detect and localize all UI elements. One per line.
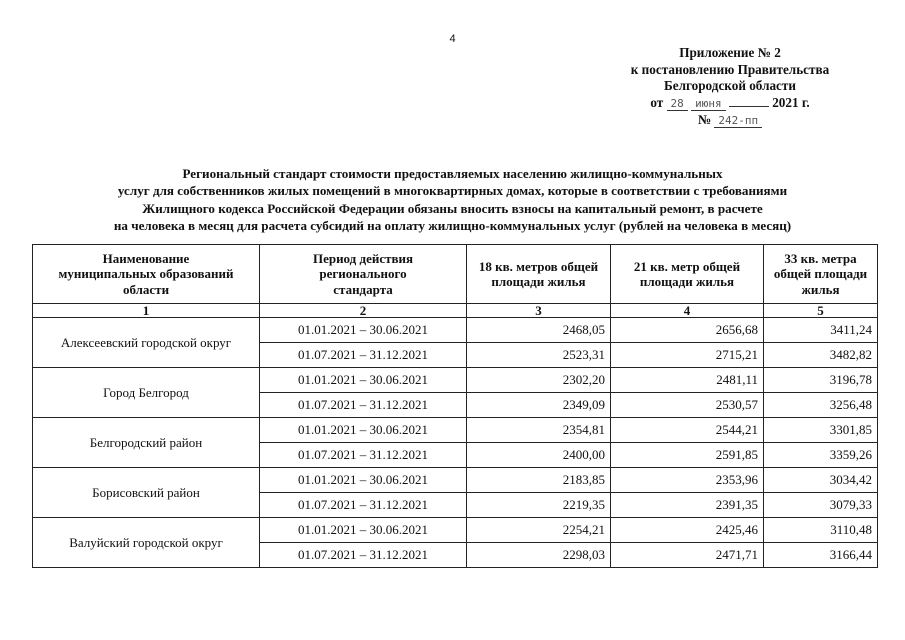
municipality-name: Белгородский район <box>33 418 260 468</box>
period-cell: 01.01.2021 – 30.06.2021 <box>260 518 467 543</box>
value-33-sqm: 3482,82 <box>764 343 878 368</box>
date-month: июня <box>691 97 726 111</box>
value-18-sqm: 2183,85 <box>467 468 611 493</box>
municipality-name: Борисовский район <box>33 468 260 518</box>
date-blank <box>729 106 769 107</box>
appendix-date-line <box>590 95 870 113</box>
value-21-sqm: 2481,11 <box>611 368 764 393</box>
column-number: 4 <box>611 304 764 318</box>
appendix-header <box>590 45 870 130</box>
header-18-sqm: 18 кв. метров общей площади жилья <box>467 245 611 304</box>
title-line-3: Жилищного кодекса Российской Федерации обязаны вносить взносы на капитальный ремонт, в расчете <box>142 200 763 216</box>
value-18-sqm: 2349,09 <box>467 393 611 418</box>
page-number: 4 <box>449 33 456 45</box>
value-18-sqm: 2219,35 <box>467 493 611 518</box>
header-municipality: Наименование муниципальных образований области <box>33 245 260 304</box>
value-18-sqm: 2523,31 <box>467 343 611 368</box>
value-18-sqm: 2400,00 <box>467 443 611 468</box>
value-33-sqm: 3166,44 <box>764 543 878 568</box>
period-cell: 01.07.2021 – 31.12.2021 <box>260 343 467 368</box>
value-33-sqm: 3256,48 <box>764 393 878 418</box>
value-21-sqm: 2425,46 <box>611 518 764 543</box>
table-header-row <box>33 245 878 304</box>
date-year: 2021 г. <box>772 94 810 110</box>
period-cell: 01.01.2021 – 30.06.2021 <box>260 468 467 493</box>
header-21-sqm: 21 кв. метр общей площади жилья <box>611 245 764 304</box>
appendix-number-line <box>590 112 870 130</box>
value-33-sqm: 3196,78 <box>764 368 878 393</box>
title-line-2: услуг для собственников жилых помещений в многоквартирных домах, которые в соответствии с требованиями <box>117 183 788 199</box>
value-18-sqm: 2468,05 <box>467 318 611 343</box>
period-cell: 01.01.2021 – 30.06.2021 <box>260 368 467 393</box>
appendix-line-2: к постановлению Правительства <box>630 61 830 77</box>
column-number: 3 <box>467 304 611 318</box>
value-33-sqm: 3034,42 <box>764 468 878 493</box>
period-cell: 01.07.2021 – 31.12.2021 <box>260 493 467 518</box>
value-21-sqm: 2656,68 <box>611 318 764 343</box>
municipality-name: Алексеевский городской округ <box>33 318 260 368</box>
value-21-sqm: 2391,35 <box>611 493 764 518</box>
date-day: 28 <box>667 97 688 111</box>
number-prefix: № <box>697 112 712 127</box>
period-cell: 01.07.2021 – 31.12.2021 <box>260 443 467 468</box>
table-row <box>33 468 878 493</box>
period-cell: 01.07.2021 – 31.12.2021 <box>260 543 467 568</box>
table-row <box>33 418 878 443</box>
appendix-line-3: Белгородской области <box>664 78 796 93</box>
table-row <box>33 318 878 343</box>
value-33-sqm: 3301,85 <box>764 418 878 443</box>
value-21-sqm: 2353,96 <box>611 468 764 493</box>
value-21-sqm: 2715,21 <box>611 343 764 368</box>
value-18-sqm: 2254,21 <box>467 518 611 543</box>
value-21-sqm: 2471,71 <box>611 543 764 568</box>
table-row <box>33 368 878 393</box>
appendix-line-1: Приложение № 2 <box>679 45 781 60</box>
number-value: 242-пп <box>714 114 762 128</box>
column-number-row <box>33 304 878 318</box>
value-33-sqm: 3110,48 <box>764 518 878 543</box>
header-period: Период действия регионального стандарта <box>260 245 467 304</box>
municipality-name: Валуйский городской округ <box>33 518 260 568</box>
header-33-sqm: 33 кв. метра общей площади жилья <box>764 245 878 304</box>
column-number: 1 <box>33 304 260 318</box>
value-18-sqm: 2354,81 <box>467 418 611 443</box>
column-number: 2 <box>260 304 467 318</box>
value-33-sqm: 3079,33 <box>764 493 878 518</box>
value-33-sqm: 3359,26 <box>764 443 878 468</box>
column-number: 5 <box>764 304 878 318</box>
period-cell: 01.01.2021 – 30.06.2021 <box>260 318 467 343</box>
value-33-sqm: 3411,24 <box>764 318 878 343</box>
municipality-name: Город Белгород <box>33 368 260 418</box>
table-row <box>33 518 878 543</box>
value-21-sqm: 2544,21 <box>611 418 764 443</box>
tariff-table <box>32 244 878 568</box>
date-prefix: от <box>650 94 664 110</box>
title-line-4: на человека в месяц для расчета субсидий на оплату жилищно-коммунальных услуг (рублей на человека в месяц) <box>113 218 792 234</box>
value-18-sqm: 2302,20 <box>467 368 611 393</box>
value-21-sqm: 2591,85 <box>611 443 764 468</box>
title-line-1: Региональный стандарт стоимости предоставляемых населению жилищно-коммунальных <box>182 166 723 181</box>
document-title <box>40 165 865 235</box>
period-cell: 01.07.2021 – 31.12.2021 <box>260 393 467 418</box>
period-cell: 01.01.2021 – 30.06.2021 <box>260 418 467 443</box>
value-18-sqm: 2298,03 <box>467 543 611 568</box>
value-21-sqm: 2530,57 <box>611 393 764 418</box>
